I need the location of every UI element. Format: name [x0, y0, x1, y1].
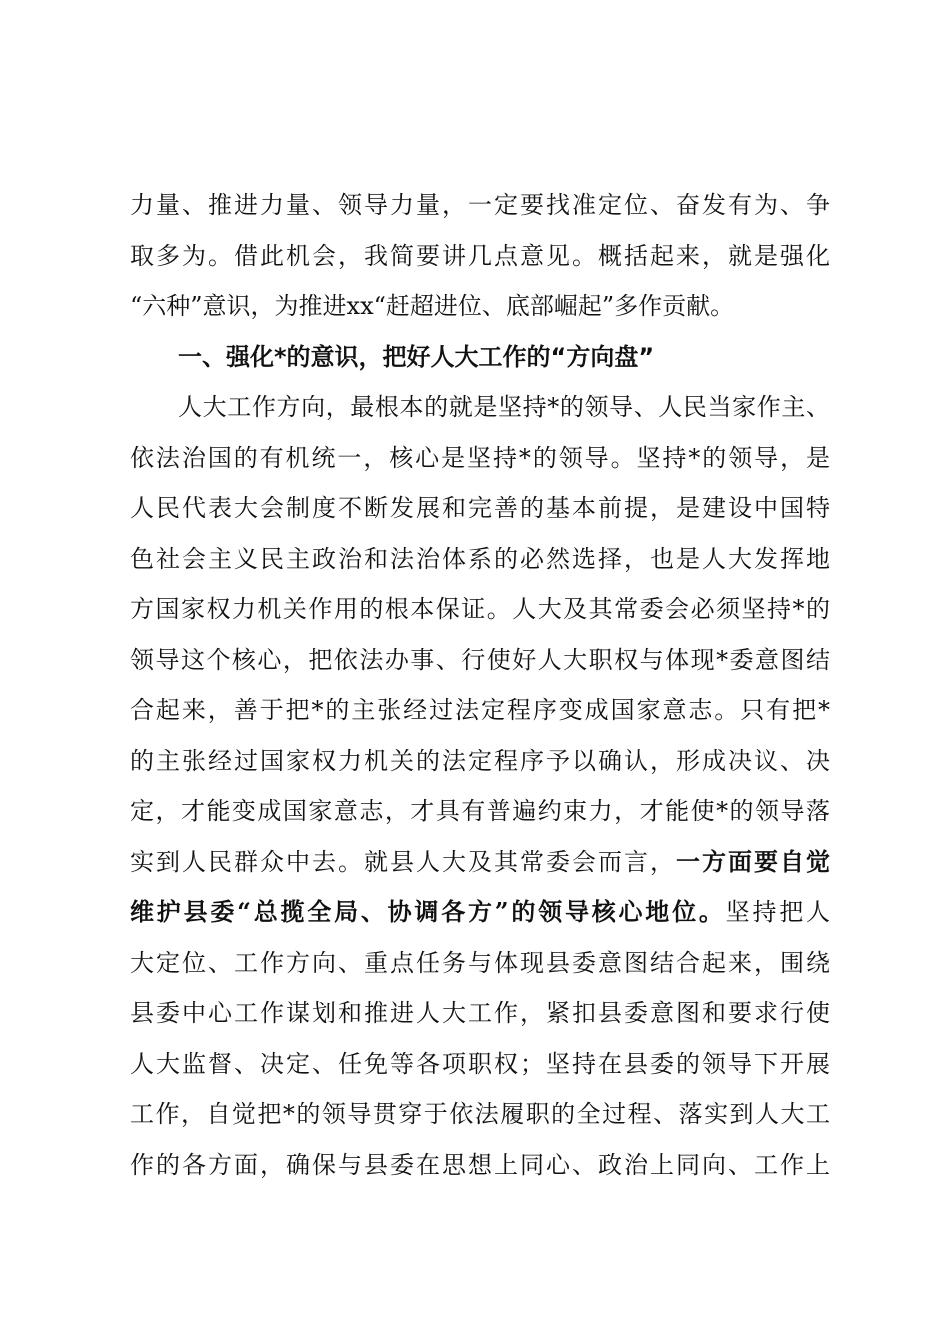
bold-emphasis-text: 一方面要自觉	[676, 846, 830, 876]
paragraph-line: 方国家权力机关作用的根本保证。人大及其常委会必须坚持*的	[130, 595, 830, 623]
paragraph-line: 人民代表大会制度不断发展和完善的基本前提，是建设中国特	[130, 494, 830, 522]
intro-line-2: 取多为。借此机会，我简要讲几点意见。概括起来，就是强化	[130, 241, 830, 270]
paragraph-line: 定，才能变成国家意志，才具有普遍约束力，才能使*的领导落	[130, 797, 830, 825]
paragraph-line-mixed	[130, 837, 830, 888]
intro-line-1: 力量、推进力量、领导力量，一定要找准定位、奋发有为、争	[130, 191, 830, 219]
paragraph-line: 合起来，善于把*的主张经过法定程序变成国家意志。只有把*	[130, 696, 830, 724]
normal-text: 实到人民群众中去。就县人大及其常委会而言，	[130, 847, 676, 876]
paragraph-line-bold-mixed	[130, 887, 830, 938]
paragraph-line: 人大工作方向，最根本的就是坚持*的领导、人民当家作主、	[178, 393, 830, 421]
paragraph-line: 领导这个核心，把依法办事、行使好人大职权与体现*委意图结	[130, 645, 830, 674]
bold-emphasis-text: 维护县委“总揽全局、协调各方”的领导核心地位。	[130, 897, 726, 926]
paragraph-line: 县委中心工作谋划和推进人大工作，紧扣县委意图和要求行使	[130, 999, 830, 1027]
normal-text: 坚持把人	[725, 898, 830, 926]
paragraph-line: 依法治国的有机统一，核心是坚持*的领导。坚持*的领导，是	[130, 443, 830, 472]
section-heading: 一、强化*的意识，把好人大工作的“方向盘”	[178, 342, 655, 371]
intro-line-3: “六种”意识，为推进xx“赶超进位、底部崛起”多作贡献。	[130, 292, 735, 320]
paragraph-line: 的主张经过国家权力机关的法定程序予以确认，形成决议、决	[130, 746, 830, 775]
paragraph-line: 人大监督、决定、任免等各项职权；坚持在县委的领导下开展	[130, 1049, 830, 1078]
paragraph-line: 大定位、工作方向、重点任务与体现县委意图结合起来，围绕	[130, 948, 830, 977]
document-body	[130, 180, 830, 1190]
paragraph-line: 工作，自觉把*的领导贯穿于依法履职的全过程、落实到人大工	[130, 1100, 830, 1128]
paragraph-line: 作的各方面，确保与县委在思想上同心、政治上同向、工作上	[130, 1150, 830, 1179]
paragraph-line: 色社会主义民主政治和法治体系的必然选择，也是人大发挥地	[130, 544, 830, 573]
